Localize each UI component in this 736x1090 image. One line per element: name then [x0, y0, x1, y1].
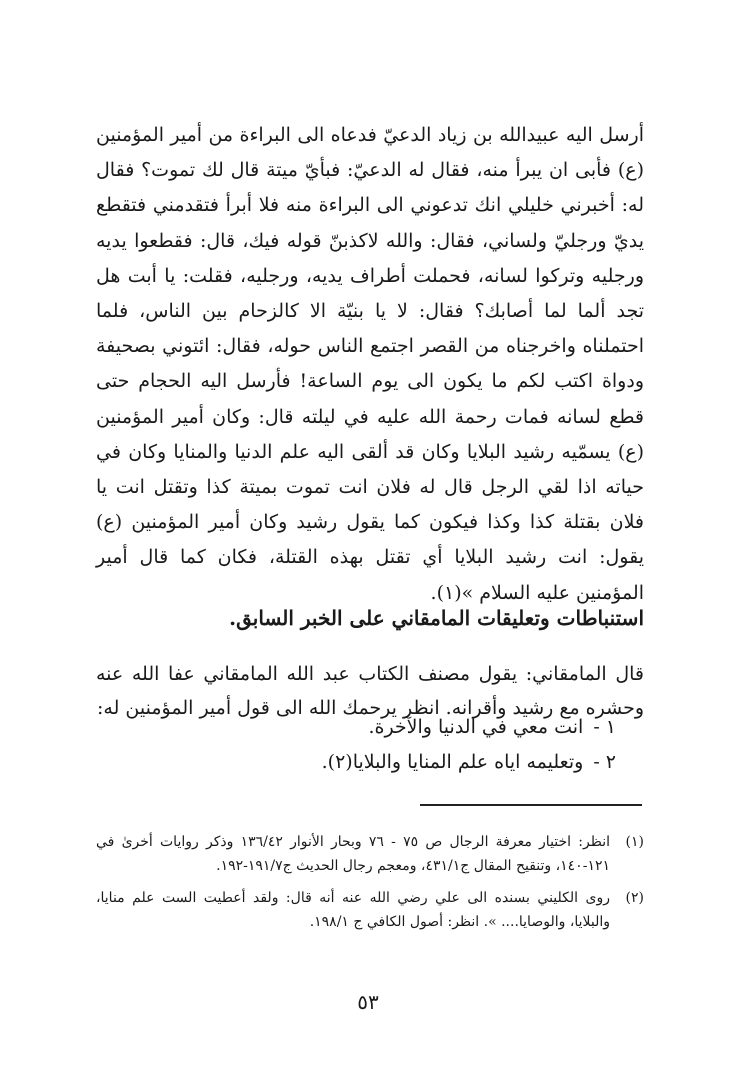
numbered-list — [96, 710, 644, 780]
footnote — [96, 886, 644, 934]
page-number: ٥٣ — [357, 990, 379, 1014]
footnote-text: انظر: اختيار معرفة الرجال ص ٧٥ - ٧٦ وبحار الأنوار ١٣٦/٤٢ وذكر روايات أخرىٰ في ١٢١-١٤٠، وتنقيح المقال ج٤٣١/١، ومعجم رجال الحديث ج١٩١/٧-١٩٢. — [96, 834, 610, 874]
footnote-text: روى الكليني بسنده الى علي رضي الله عنه أنه قال: ولقد أعطيت الست علم منايا، والبلايا، والوصايا.... ». انظر: أصول الكافي ج ١٩٨/١. — [96, 890, 610, 930]
main-paragraph — [96, 118, 644, 611]
section-heading: استنباطات وتعليقات المامقاني على الخبر السابق. — [229, 606, 644, 630]
list-item — [96, 745, 644, 780]
footnote-number: (١) — [625, 834, 644, 850]
footnote-number: (٢) — [625, 890, 644, 906]
list-item-text: وتعليمه اياه علم المنايا والبلايا(٢). — [321, 751, 584, 773]
footnotes — [96, 830, 644, 942]
intro-text: قال المامقاني: يقول مصنف الكتاب عبد الله المامقاني عفا الله عنه وحشره مع رشيد وأقرانه. انظر يرحمك الله الى قول أمير المؤمنين له: — [96, 663, 644, 719]
list-item-number: ٢ - — [593, 751, 616, 773]
list-item-number: ١ - — [593, 716, 616, 738]
narration-text: أرسل اليه عبيدالله بن زياد الدعيّ فدعاه الى البراءة من أمير المؤمنين (ع) فأبى ان يبرأ منه، فقال له الدعيّ: فبأيّ ميتة قال لك تموت؟ فقال له: أخبرني خليلي انك تدعوني الى البراءة منه فلا أبرأ فتقدمني فتقطع يديّ ورجليّ ولساني، فقال: والله لاكذبنّ قوله فيك، قال: فقطعوا يديه ورجليه وتركوا لسانه، فحملت أطراف يديه، ورجليه، فقلت: يا أبت هل تجد ألما لما أصابك؟ فقال: لا يا بنيّة الا كالزحام بين الناس، فلما احتملناه واخرجناه من القصر اجتمع الناس حوله، فقال: ائتوني بصحيفة ودواة اكتب لكم ما يكون الى يوم الساعة! فأرسل اليه الحجام حتى قطع لسانه فمات رحمة الله عليه في ليلته قال: وكان أمير المؤمنين (ع) يسمّيه رشيد البلايا وكان قد ألقى اليه علم الدنيا والمنايا وكان في حياته اذا لقي الرجل قال له فلان انت تموت بميتة كذا وتقتل انت يا فلان بقتلة كذا وكذا فيكون كما يقول رشيد وكان أمير المؤمنين (ع) يقول: انت رشيد البلايا أي تقتل بهذه القتلة، فكان كما قال أمير المؤمنين عليه السلام »(١). — [96, 124, 644, 604]
list-item — [96, 710, 644, 745]
list-item-text: انت معي في الدنيا والآخرة. — [368, 716, 584, 738]
footnote — [96, 830, 644, 878]
footnote-separator — [420, 804, 642, 806]
